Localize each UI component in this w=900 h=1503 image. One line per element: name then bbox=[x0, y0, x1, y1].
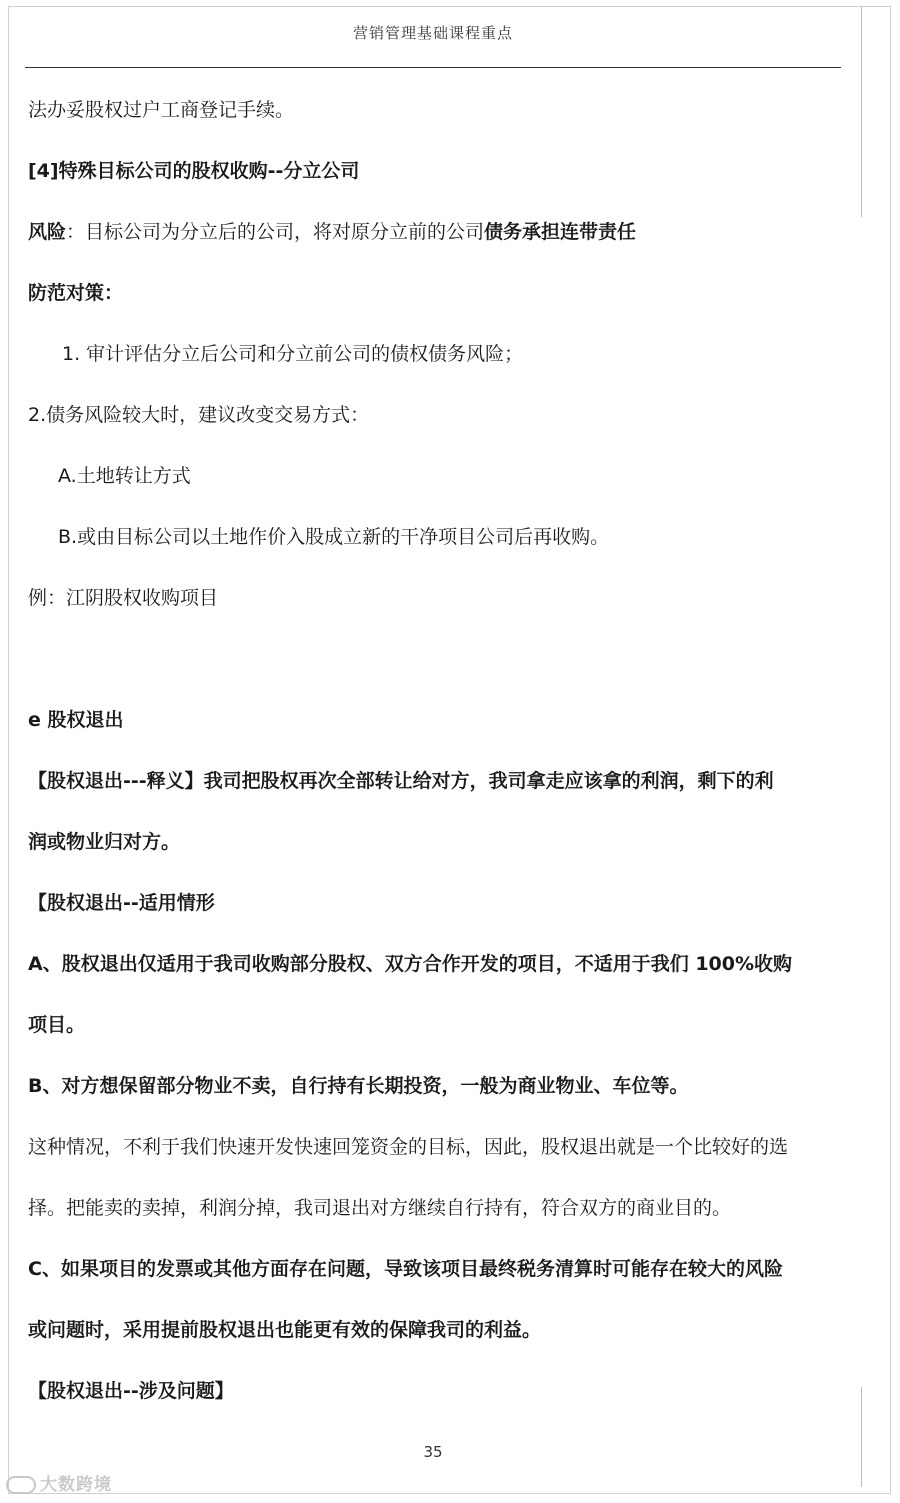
section-heading: e 股权退出 bbox=[28, 709, 124, 731]
sub-list-item: B.或由目标公司以土地作价入股成立新的干净项目公司后再收购。 bbox=[58, 526, 610, 548]
body-text-line: 项目。 bbox=[28, 1014, 86, 1036]
risk-emphasis: 债务承担连带责任 bbox=[484, 221, 637, 243]
sub-list-item: A.土地转让方式 bbox=[58, 465, 191, 487]
body-text-line: B、对方想保留部分物业不卖，自行持有长期投资，一般为商业物业、车位等。 bbox=[28, 1075, 689, 1097]
watermark bbox=[6, 1470, 112, 1495]
page-header-title: 营销管理基础课程重点 bbox=[352, 24, 513, 42]
body-text-line: A、股权退出仅适用于我司收购部分股权、双方合作开发的项目，不适用于我们 100%收购 bbox=[28, 953, 793, 975]
body-text-line: 润或物业归对方。 bbox=[28, 831, 181, 853]
risk-line bbox=[28, 219, 636, 245]
watermark-text: 大数跨境 bbox=[40, 1475, 112, 1495]
page-edge-mark bbox=[861, 1387, 878, 1487]
example-line: 例：江阴股权收购项目 bbox=[28, 587, 219, 609]
body-text-line: 这种情况，不利于我们快速开发快速回笼资金的目标，因此，股权退出就是一个比较好的选 bbox=[28, 1136, 789, 1158]
list-item: 1. 审计评估分立后公司和分立前公司的债权债务风险； bbox=[62, 343, 524, 365]
page-number: 35 bbox=[423, 1443, 443, 1461]
body-text-line: 或问题时，采用提前股权退出也能更有效的保障我司的利益。 bbox=[28, 1319, 542, 1341]
watermark-logo-icon bbox=[6, 1476, 36, 1494]
body-text-line: 择。把能卖的卖掉，利润分掉，我司退出对方继续自行持有，符合双方的商业目的。 bbox=[28, 1197, 732, 1219]
body-text-line: C、如果项目的发票或其他方面存在问题，导致该项目最终税务清算时可能存在较大的风险 bbox=[28, 1258, 783, 1280]
risk-text: ：目标公司为分立后的公司，将对原分立前的公司 bbox=[66, 221, 485, 243]
header-divider bbox=[25, 67, 841, 68]
countermeasure-heading: 防范对策： bbox=[28, 282, 124, 304]
list-item: 2.债务风险较大时，建议改变交易方式： bbox=[28, 404, 370, 426]
body-text-line: 【股权退出---释义】我司把股权再次全部转让给对方，我司拿走应该拿的利润，剩下的利 bbox=[28, 770, 774, 792]
section-heading: [4]特殊目标公司的股权收购--分立公司 bbox=[28, 160, 360, 182]
sub-heading: 【股权退出--涉及问题】 bbox=[28, 1380, 234, 1402]
body-text-line: 法办妥股权过户工商登记手续。 bbox=[28, 99, 295, 121]
risk-label: 风险 bbox=[28, 221, 67, 243]
sub-heading: 【股权退出--适用情形 bbox=[28, 892, 215, 914]
